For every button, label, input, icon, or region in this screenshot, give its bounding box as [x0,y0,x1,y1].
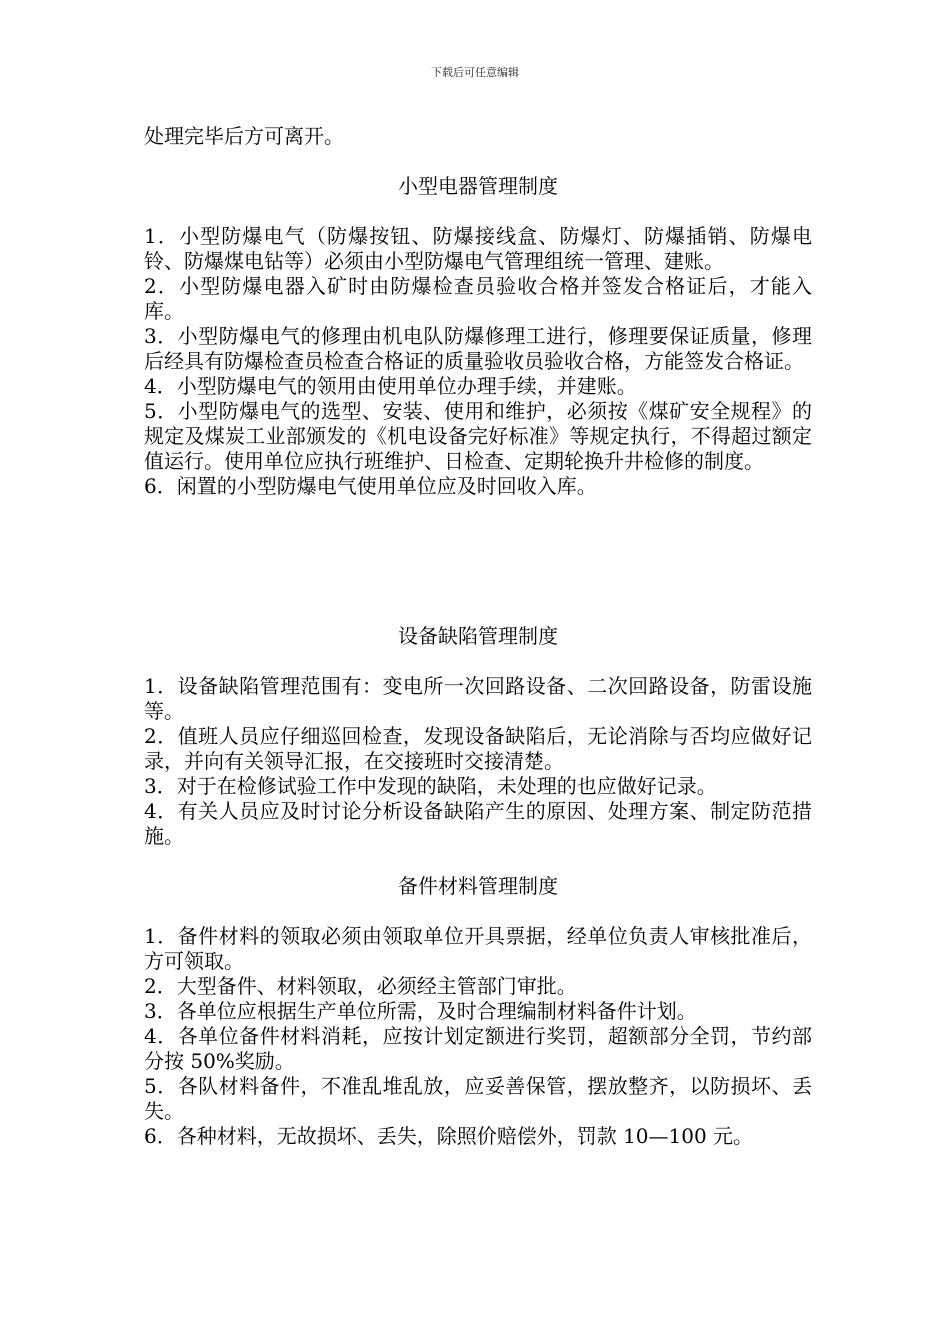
section-item: 4．小型防爆电气的领用由使用单位办理手续，并建账。 [144,374,637,398]
section-item: 1．设备缺陷管理范围有：变电所一次回路设备、二次回路设备，防雷设施等。 [144,674,812,723]
section-item: 4．有关人员应及时讨论分析设备缺陷产生的原因、处理方案、制定防范措施。 [144,799,812,848]
section-item: 5．各队材料备件，不准乱堆乱放，应妥善保管，摆放整齐，以防损坏、丢失。 [144,1074,812,1123]
section-item: 2．值班人员应仔细巡回检查，发现设备缺陷后，无论消除与否均应做好记录，并向有关领导汇报，在交接班时交接清楚。 [144,724,812,773]
section-item: 1．备件材料的领取必须由领取单位开具票据，经单位负责人审核批准后，方可领取。 [144,924,812,973]
section-item: 2．小型防爆电器入矿时由防爆检查员验收合格并签发合格证后，才能入库。 [144,274,812,323]
section-item: 2．大型备件、材料领取，必须经主管部门审批。 [144,974,577,998]
section-item: 1．小型防爆电气（防爆按钮、防爆接线盒、防爆灯、防爆插销、防爆电铃、防爆煤电钻等）必须由小型防爆电气管理组统一管理、建账。 [144,224,812,273]
section-title: 小型电器管理制度 [398,174,558,198]
section-item: 6．闲置的小型防爆电气使用单位应及时回收入库。 [144,474,597,498]
section-title: 设备缺陷管理制度 [398,624,558,648]
section-item: 5．小型防爆电气的选型、安装、使用和维护，必须按《煤矿安全规程》的规定及煤炭工业部颁发的《机电设备完好标准》等规定执行，不得超过额定值运行。使用单位应执行班维护、日检查、定期轮换升井检修的制度。 [144,399,812,473]
section-item: 3．各单位应根据生产单位所需，及时合理编制材料备件计划。 [144,999,697,1023]
header-note: 下载后可任意编辑 [431,66,519,79]
section-title: 备件材料管理制度 [398,874,558,898]
intro-paragraph: 处理完毕后方可离开。 [144,124,344,148]
document-body [144,124,812,1149]
section-item: 3．小型防爆电气的修理由机电队防爆修理工进行，修理要保证质量，修理后经具有防爆检查员检查合格证的质量验收员验收合格，方能签发合格证。 [144,324,812,373]
section-item: 3．对于在检修试验工作中发现的缺陷，未处理的也应做好记录。 [144,774,717,798]
section-item: 6．各种材料，无故损坏、丢失，除照价赔偿外，罚款 10—100 元。 [144,1124,754,1148]
section-item: 4．各单位备件材料消耗，应按计划定额进行奖罚，超额部分全罚，节约部分按 50%奖励。 [144,1024,812,1073]
